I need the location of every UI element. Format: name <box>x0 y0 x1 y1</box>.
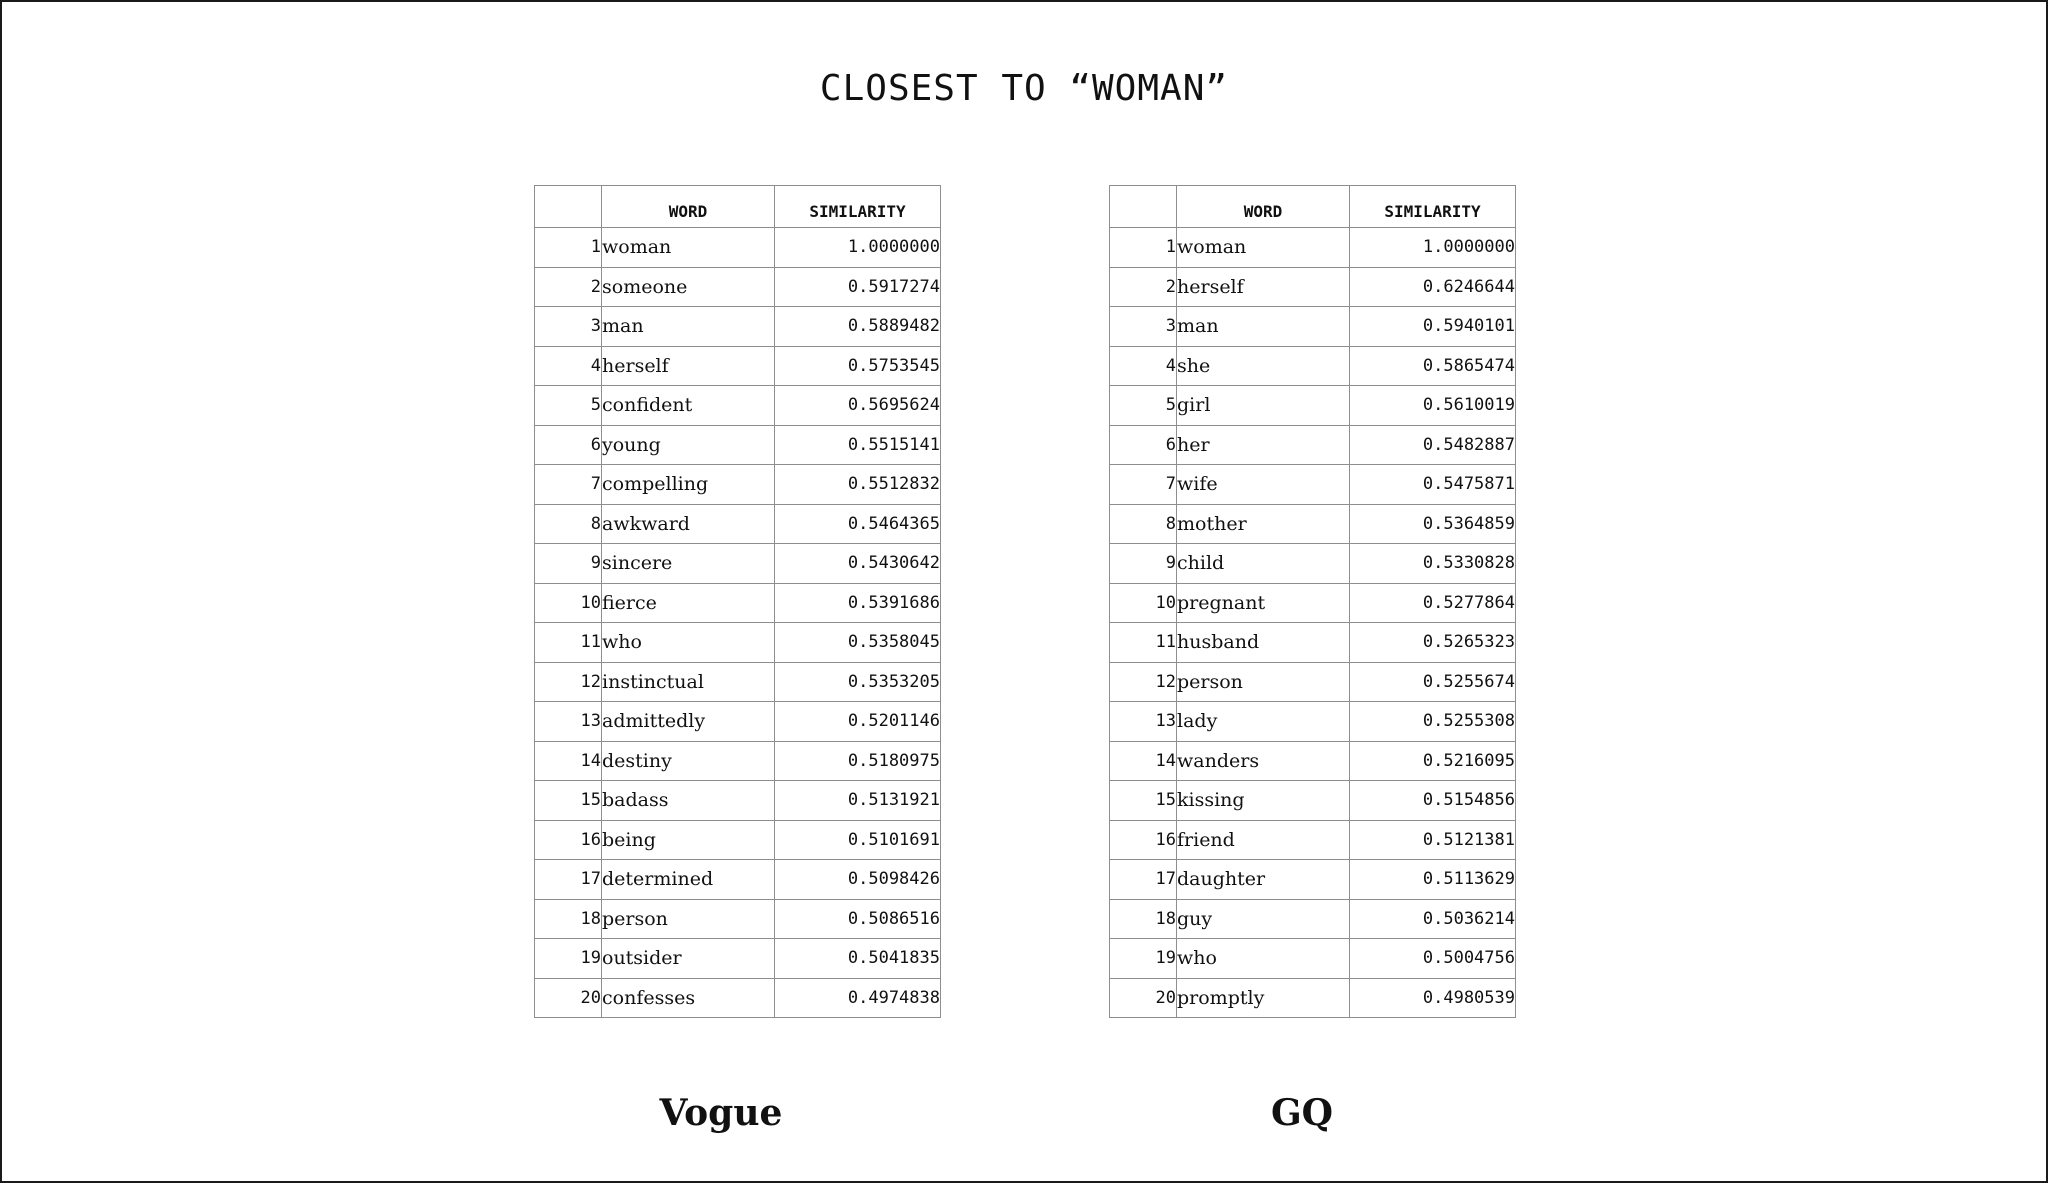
table-row <box>1110 662 1516 702</box>
similarity-column-header: SIMILARITY <box>775 186 941 228</box>
word-cell: determined <box>602 860 775 900</box>
rank-cell: 11 <box>1110 623 1177 663</box>
table-row <box>535 939 941 979</box>
similarity-cell: 0.5940101 <box>1350 307 1516 347</box>
table-row <box>1110 425 1516 465</box>
table-row <box>535 544 941 584</box>
rank-cell: 14 <box>535 741 602 781</box>
word-cell: husband <box>1177 623 1350 663</box>
similarity-cell: 0.5512832 <box>775 465 941 505</box>
similarity-cell: 0.5265323 <box>1350 623 1516 663</box>
similarity-cell: 0.5154856 <box>1350 781 1516 821</box>
table-row <box>535 860 941 900</box>
similarity-cell: 0.5216095 <box>1350 741 1516 781</box>
table-body <box>535 228 941 1018</box>
word-cell: awkward <box>602 504 775 544</box>
table-row <box>1110 623 1516 663</box>
similarity-column-header: SIMILARITY <box>1350 186 1516 228</box>
word-cell: who <box>602 623 775 663</box>
similarity-cell: 0.5358045 <box>775 623 941 663</box>
word-cell: kissing <box>1177 781 1350 821</box>
table-row <box>1110 781 1516 821</box>
table-row <box>535 465 941 505</box>
word-cell: woman <box>602 228 775 268</box>
similarity-cell: 0.5464365 <box>775 504 941 544</box>
similarity-cell: 0.5036214 <box>1350 899 1516 939</box>
table-row <box>1110 307 1516 347</box>
similarity-cell: 0.5364859 <box>1350 504 1516 544</box>
table-row <box>535 346 941 386</box>
word-cell: daughter <box>1177 860 1350 900</box>
word-cell: person <box>1177 662 1350 702</box>
table-row <box>535 623 941 663</box>
rank-cell: 7 <box>1110 465 1177 505</box>
similarity-cell: 0.5917274 <box>775 267 941 307</box>
rank-cell: 6 <box>1110 425 1177 465</box>
similarity-cell: 0.5277864 <box>1350 583 1516 623</box>
vogue-similarity-table <box>534 185 941 1018</box>
word-cell: person <box>602 899 775 939</box>
rank-cell: 17 <box>1110 860 1177 900</box>
table-row <box>535 741 941 781</box>
word-column-header: WORD <box>1177 186 1350 228</box>
similarity-cell: 0.5101691 <box>775 820 941 860</box>
table-row <box>1110 504 1516 544</box>
similarity-cell: 0.5180975 <box>775 741 941 781</box>
similarity-cell: 0.5086516 <box>775 899 941 939</box>
word-cell: fierce <box>602 583 775 623</box>
word-cell: wanders <box>1177 741 1350 781</box>
rank-cell: 7 <box>535 465 602 505</box>
word-cell: mother <box>1177 504 1350 544</box>
table-row <box>1110 978 1516 1018</box>
table-row <box>1110 860 1516 900</box>
similarity-cell: 0.5515141 <box>775 425 941 465</box>
rank-cell: 2 <box>1110 267 1177 307</box>
table-body <box>1110 228 1516 1018</box>
rank-cell: 10 <box>1110 583 1177 623</box>
word-cell: girl <box>1177 386 1350 426</box>
header-row <box>535 186 941 228</box>
table-row <box>1110 939 1516 979</box>
table-row <box>535 504 941 544</box>
word-cell: badass <box>602 781 775 821</box>
similarity-cell: 1.0000000 <box>1350 228 1516 268</box>
word-cell: promptly <box>1177 978 1350 1018</box>
similarity-cell: 0.5098426 <box>775 860 941 900</box>
similarity-cell: 0.5475871 <box>1350 465 1516 505</box>
rank-cell: 12 <box>1110 662 1177 702</box>
word-cell: man <box>1177 307 1350 347</box>
table-row <box>1110 741 1516 781</box>
rank-cell: 16 <box>535 820 602 860</box>
similarity-cell: 0.5131921 <box>775 781 941 821</box>
table-row <box>1110 544 1516 584</box>
table-row <box>535 228 941 268</box>
word-cell: child <box>1177 544 1350 584</box>
rank-cell: 20 <box>1110 978 1177 1018</box>
table-row <box>535 386 941 426</box>
word-cell: woman <box>1177 228 1350 268</box>
gq-caption: GQ <box>1270 1092 1334 1134</box>
word-cell: she <box>1177 346 1350 386</box>
similarity-cell: 0.5255674 <box>1350 662 1516 702</box>
rank-cell: 13 <box>535 702 602 742</box>
rank-cell: 14 <box>1110 741 1177 781</box>
page-title: CLOSEST TO “WOMAN” <box>819 68 1229 109</box>
rank-cell: 8 <box>535 504 602 544</box>
word-cell: being <box>602 820 775 860</box>
word-cell: man <box>602 307 775 347</box>
rank-cell: 5 <box>535 386 602 426</box>
table-row <box>1110 386 1516 426</box>
rank-cell: 4 <box>535 346 602 386</box>
word-cell: instinctual <box>602 662 775 702</box>
word-cell: destiny <box>602 741 775 781</box>
similarity-cell: 0.4980539 <box>1350 978 1516 1018</box>
word-cell: lady <box>1177 702 1350 742</box>
word-cell: friend <box>1177 820 1350 860</box>
rank-cell: 4 <box>1110 346 1177 386</box>
word-cell: pregnant <box>1177 583 1350 623</box>
rank-cell: 6 <box>535 425 602 465</box>
similarity-cell: 0.4974838 <box>775 978 941 1018</box>
similarity-cell: 0.5391686 <box>775 583 941 623</box>
vogue-caption: Vogue <box>659 1092 783 1134</box>
rank-cell: 11 <box>535 623 602 663</box>
table-row <box>535 307 941 347</box>
rank-cell: 9 <box>535 544 602 584</box>
table-row <box>1110 820 1516 860</box>
similarity-cell: 0.5004756 <box>1350 939 1516 979</box>
similarity-cell: 0.5121381 <box>1350 820 1516 860</box>
rank-cell: 8 <box>1110 504 1177 544</box>
similarity-cell: 0.5865474 <box>1350 346 1516 386</box>
word-cell: someone <box>602 267 775 307</box>
rank-cell: 1 <box>535 228 602 268</box>
gq-similarity-table <box>1109 185 1516 1018</box>
rank-cell: 19 <box>535 939 602 979</box>
word-cell: compelling <box>602 465 775 505</box>
table-row <box>535 662 941 702</box>
rank-cell: 3 <box>535 307 602 347</box>
rank-cell: 15 <box>535 781 602 821</box>
similarity-cell: 0.5041835 <box>775 939 941 979</box>
word-cell: confident <box>602 386 775 426</box>
table-row <box>1110 465 1516 505</box>
rank-cell: 10 <box>535 583 602 623</box>
table-row <box>535 267 941 307</box>
similarity-cell: 0.5113629 <box>1350 860 1516 900</box>
rank-cell: 13 <box>1110 702 1177 742</box>
rank-cell: 20 <box>535 978 602 1018</box>
rank-cell: 3 <box>1110 307 1177 347</box>
table-row <box>535 583 941 623</box>
rank-column-header <box>535 186 602 228</box>
rank-cell: 18 <box>1110 899 1177 939</box>
similarity-cell: 0.5255308 <box>1350 702 1516 742</box>
word-column-header: WORD <box>602 186 775 228</box>
table-row <box>1110 583 1516 623</box>
word-cell: confesses <box>602 978 775 1018</box>
word-cell: sincere <box>602 544 775 584</box>
word-cell: wife <box>1177 465 1350 505</box>
rank-cell: 2 <box>535 267 602 307</box>
rank-cell: 15 <box>1110 781 1177 821</box>
table-row <box>1110 267 1516 307</box>
table-row <box>1110 346 1516 386</box>
word-cell: who <box>1177 939 1350 979</box>
table-row <box>1110 228 1516 268</box>
rank-column-header <box>1110 186 1177 228</box>
rank-cell: 18 <box>535 899 602 939</box>
table-row <box>535 781 941 821</box>
similarity-cell: 0.5753545 <box>775 346 941 386</box>
similarity-cell: 0.5430642 <box>775 544 941 584</box>
similarity-cell: 0.5695624 <box>775 386 941 426</box>
similarity-cell: 1.0000000 <box>775 228 941 268</box>
word-cell: herself <box>1177 267 1350 307</box>
word-cell: young <box>602 425 775 465</box>
table-row <box>535 425 941 465</box>
header-row <box>1110 186 1516 228</box>
rank-cell: 1 <box>1110 228 1177 268</box>
rank-cell: 16 <box>1110 820 1177 860</box>
word-cell: guy <box>1177 899 1350 939</box>
table-row <box>535 702 941 742</box>
word-cell: outsider <box>602 939 775 979</box>
word-cell: herself <box>602 346 775 386</box>
rank-cell: 12 <box>535 662 602 702</box>
table-row <box>1110 702 1516 742</box>
similarity-cell: 0.5482887 <box>1350 425 1516 465</box>
table-row <box>535 978 941 1018</box>
table-row <box>535 820 941 860</box>
similarity-cell: 0.5201146 <box>775 702 941 742</box>
rank-cell: 5 <box>1110 386 1177 426</box>
rank-cell: 17 <box>535 860 602 900</box>
table-row <box>535 899 941 939</box>
table-row <box>1110 899 1516 939</box>
similarity-cell: 0.5889482 <box>775 307 941 347</box>
similarity-cell: 0.5330828 <box>1350 544 1516 584</box>
similarity-cell: 0.5610019 <box>1350 386 1516 426</box>
word-cell: admittedly <box>602 702 775 742</box>
word-cell: her <box>1177 425 1350 465</box>
similarity-cell: 0.6246644 <box>1350 267 1516 307</box>
similarity-cell: 0.5353205 <box>775 662 941 702</box>
rank-cell: 9 <box>1110 544 1177 584</box>
rank-cell: 19 <box>1110 939 1177 979</box>
